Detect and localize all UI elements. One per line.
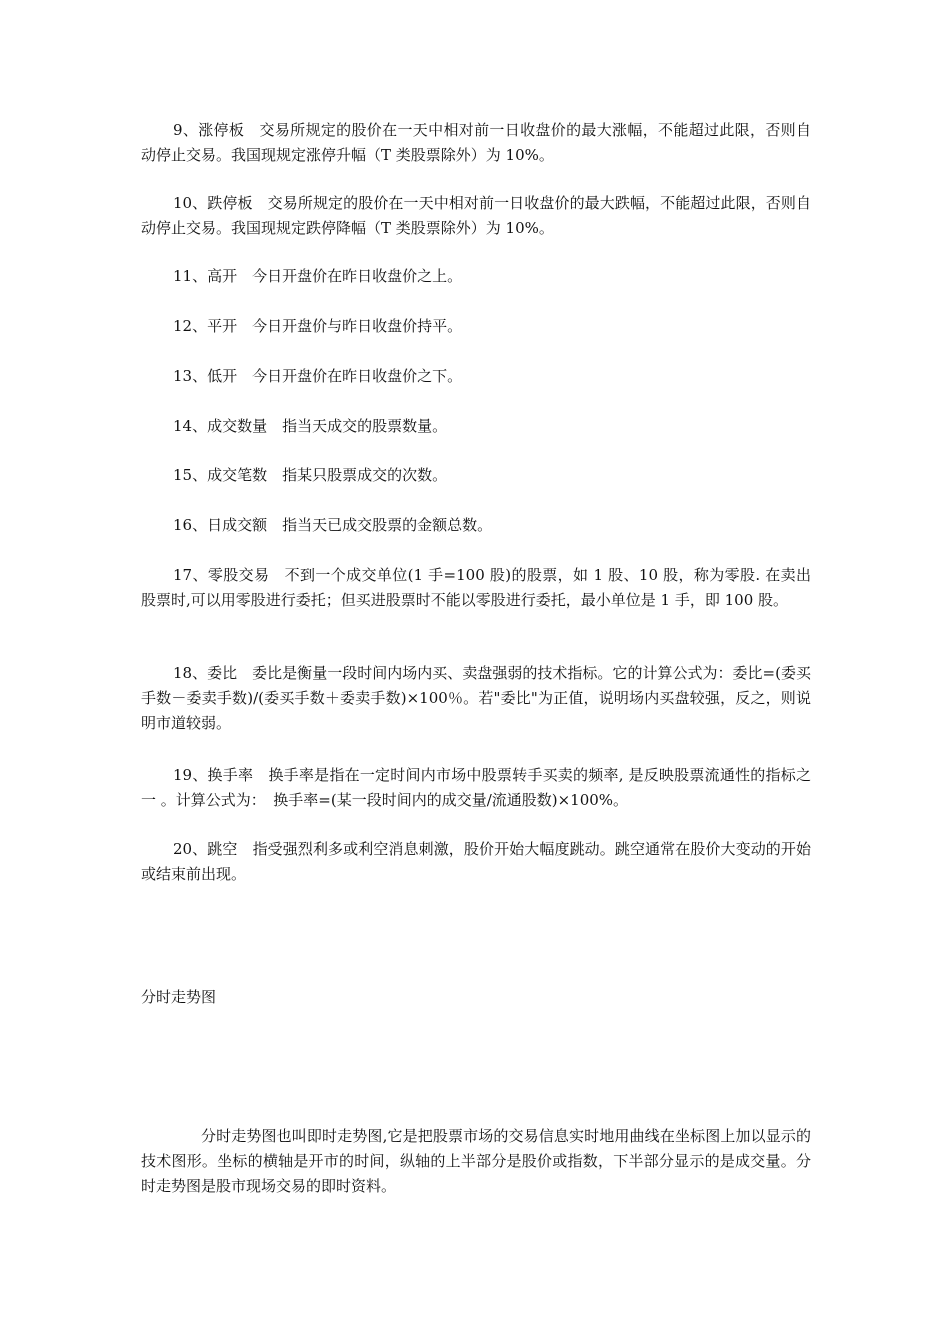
paragraph-13: 13、低开 今日开盘价在昨日收盘价之下。 — [173, 367, 463, 385]
paragraph-9: 9、涨停板 交易所规定的股价在一天中相对前一日收盘价的最大涨幅，不能超过此限，否则自动停止交易。我国现规定涨停升幅（T 类股票除外）为 10%。 — [141, 121, 811, 164]
paragraph-20: 20、跳空 指受强烈利多或利空消息刺激，股价开始大幅度跳动。跳空通常在股价大变动的开始或结束前出现。 — [141, 840, 811, 883]
paragraph-17: 17、零股交易 不到一个成交单位(1 手=100 股)的股票，如 1 股、10 股，称为零股. 在卖出股票时,可以用零股进行委托；但买进股票时不能以零股进行委托，最小单位是 1 手，即 100 股。 — [141, 566, 811, 609]
paragraph-14: 14、成交数量 指当天成交的股票数量。 — [173, 417, 448, 435]
paragraph-16: 16、日成交额 指当天已成交股票的金额总数。 — [173, 516, 493, 534]
paragraph-11: 11、高开 今日开盘价在昨日收盘价之上。 — [173, 267, 463, 285]
paragraph-15: 15、成交笔数 指某只股票成交的次数。 — [173, 466, 448, 484]
section-body: 分时走势图也叫即时走势图,它是把股票市场的交易信息实时地用曲线在坐标图上加以显示的技术图形。坐标的横轴是开市的时间，纵轴的上半部分是股价或指数，下半部分显示的是成交量。分时走势图是股市现场交易的即时资料。 — [141, 1127, 811, 1195]
paragraph-18: 18、委比 委比是衡量一段时间内场内买、卖盘强弱的技术指标。它的计算公式为：委比=(委买手数－委卖手数)/(委买手数＋委卖手数)×100％。若"委比"为正值，说明场内买盘较强，反之，则说明市道较弱。 — [141, 664, 811, 732]
paragraph-10: 10、跌停板 交易所规定的股价在一天中相对前一日收盘价的最大跌幅，不能超过此限，否则自动停止交易。我国现规定跌停降幅（T 类股票除外）为 10%。 — [141, 194, 811, 237]
paragraph-19: 19、换手率 换手率是指在一定时间内市场中股票转手买卖的频率, 是反映股票流通性的指标之一 。计算公式为： 换手率=(某一段时间内的成交量/流通股数)×100%。 — [141, 766, 811, 809]
section-title: 分时走势图 — [141, 988, 217, 1006]
paragraph-12: 12、平开 今日开盘价与昨日收盘价持平。 — [173, 317, 463, 335]
